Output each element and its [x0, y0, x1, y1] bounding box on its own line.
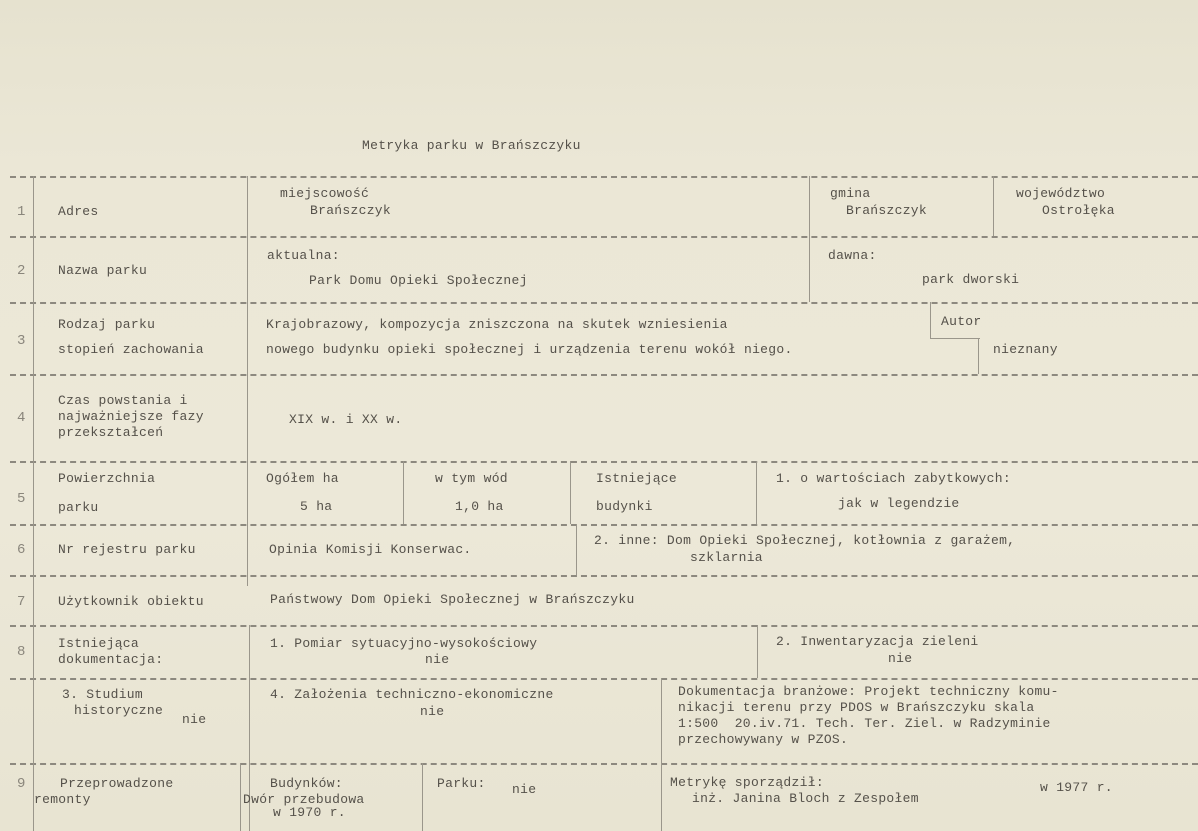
greenery-doc-label: 2. Inwentaryzacja zieleni	[776, 634, 979, 649]
row-label: najważniejsze fazy	[58, 409, 204, 424]
row-divider	[10, 176, 1198, 178]
monuments-value: jak w legendzie	[838, 496, 960, 511]
row-number: 8	[17, 644, 26, 660]
survey-doc-label: 1. Pomiar sytuacyjno-wysokościowy	[270, 636, 538, 651]
row-label: Użytkownik obiektu	[58, 594, 204, 609]
row-number: 6	[17, 542, 26, 558]
park-type-text: Krajobrazowy, kompozycja zniszczona na skutek wzniesienia	[266, 317, 728, 332]
place-value: Brańszczyk	[310, 203, 392, 218]
current-name-label: aktualna:	[267, 248, 340, 263]
column-divider	[809, 176, 810, 302]
row-label: dokumentacja:	[58, 652, 164, 667]
prepared-year: w 1977 r.	[1040, 780, 1113, 795]
survey-doc-value: nie	[425, 652, 450, 667]
row-divider	[10, 575, 1198, 577]
row-label: Istniejąca	[58, 636, 140, 651]
column-divider	[33, 176, 34, 831]
park-repairs-value: nie	[512, 782, 537, 797]
row-divider	[10, 461, 1198, 463]
row-label: remonty	[34, 792, 91, 807]
current-name-value: Park Domu Opieki Społecznej	[309, 273, 528, 288]
row-label: przekształceń	[58, 425, 164, 440]
prepared-by-value: inż. Janina Bloch z Zespołem	[692, 791, 919, 806]
column-divider	[930, 302, 931, 338]
row-number: 5	[17, 491, 26, 507]
row-label: Przeprowadzone	[60, 776, 174, 791]
water-area-label: w tym wód	[435, 471, 508, 486]
building-repairs-year: w 1970 r.	[273, 805, 346, 820]
period-value: XIX w. i XX w.	[289, 412, 403, 427]
row-divider	[10, 524, 1198, 526]
historical-study-label: historyczne	[74, 703, 164, 718]
author-box-rule	[930, 338, 980, 339]
column-divider	[661, 678, 662, 831]
column-divider	[247, 176, 248, 586]
historical-study-value: nie	[182, 712, 207, 727]
row-label: stopień zachowania	[58, 342, 204, 357]
row-divider	[10, 625, 1198, 627]
row-label: Nazwa parku	[58, 263, 148, 278]
row-divider	[10, 236, 1198, 238]
former-name-value: park dworski	[922, 272, 1020, 287]
other-buildings-text: 2. inne: Dom Opieki Społecznej, kotłownia z garażem,	[594, 533, 1016, 548]
prepared-by-label: Metrykę sporządził:	[670, 775, 824, 790]
author-value: nieznany	[993, 342, 1058, 357]
tech-econ-doc-value: nie	[420, 704, 445, 719]
former-name-label: dawna:	[828, 248, 877, 263]
row-number: 4	[17, 410, 26, 426]
monuments-label: 1. o wartościach zabytkowych:	[776, 471, 1011, 486]
column-divider	[422, 763, 423, 831]
park-type-text: nowego budynku opieki społecznej i urządzenia terenu wokół niego.	[266, 342, 793, 357]
building-repairs-label: Budynków:	[270, 776, 343, 791]
row-divider	[10, 678, 1198, 680]
total-area-label: Ogółem ha	[266, 471, 339, 486]
branch-doc-text: Dokumentacja branżowe: Projekt techniczny komu-	[678, 684, 1059, 699]
row-divider	[10, 374, 1198, 376]
row-label: Powierzchnia	[58, 471, 156, 486]
total-area-value: 5 ha	[300, 499, 333, 514]
historical-study-label: 3. Studium	[62, 687, 144, 702]
row-number: 7	[17, 594, 26, 610]
branch-doc-text: nikacji terenu przy PDOS w Brańszczyku skala	[678, 700, 1035, 715]
column-divider	[756, 461, 757, 524]
existing-buildings-label: budynki	[596, 499, 653, 514]
user-value: Państwowy Dom Opieki Społecznej w Brańszczyku	[270, 592, 635, 607]
greenery-doc-value: nie	[888, 651, 913, 666]
document-title: Metryka parku w Brańszczyku	[362, 138, 581, 153]
commune-value: Brańszczyk	[846, 203, 928, 218]
commune-label: gmina	[830, 186, 871, 201]
other-buildings-text: szklarnia	[690, 550, 763, 565]
author-label: Autor	[941, 314, 982, 329]
row-label: Czas powstania i	[58, 393, 188, 408]
water-area-value: 1,0 ha	[455, 499, 504, 514]
row-label: Rodzaj parku	[58, 317, 156, 332]
branch-doc-text: przechowywany w PZOS.	[678, 732, 849, 747]
column-divider	[240, 763, 241, 831]
tech-econ-doc-label: 4. Założenia techniczno-ekonomiczne	[270, 687, 554, 702]
column-divider	[757, 625, 758, 678]
park-repairs-label: Parku:	[437, 776, 486, 791]
place-label: miejscowość	[280, 186, 370, 201]
column-divider	[570, 461, 571, 524]
row-divider	[10, 302, 1198, 304]
row-label: Adres	[58, 204, 99, 219]
column-divider	[993, 176, 994, 236]
branch-doc-text: 1:500 20.iv.71. Tech. Ter. Ziel. w Radzyminie	[678, 716, 1051, 731]
row-number: 1	[17, 204, 26, 220]
column-divider	[403, 461, 404, 524]
column-divider	[978, 338, 979, 374]
row-divider	[10, 763, 1198, 765]
row-label: Nr rejestru parku	[58, 542, 196, 557]
column-divider	[576, 524, 577, 575]
voivodeship-value: Ostrołęka	[1042, 203, 1115, 218]
existing-buildings-label: Istniejące	[596, 471, 678, 486]
register-value: Opinia Komisji Konserwac.	[269, 542, 472, 557]
row-number: 2	[17, 263, 26, 279]
row-number: 9	[17, 776, 26, 792]
row-number: 3	[17, 333, 26, 349]
building-repairs-value: Dwór przebudowa	[243, 792, 365, 807]
row-label: parku	[58, 500, 99, 515]
voivodeship-label: województwo	[1016, 186, 1106, 201]
